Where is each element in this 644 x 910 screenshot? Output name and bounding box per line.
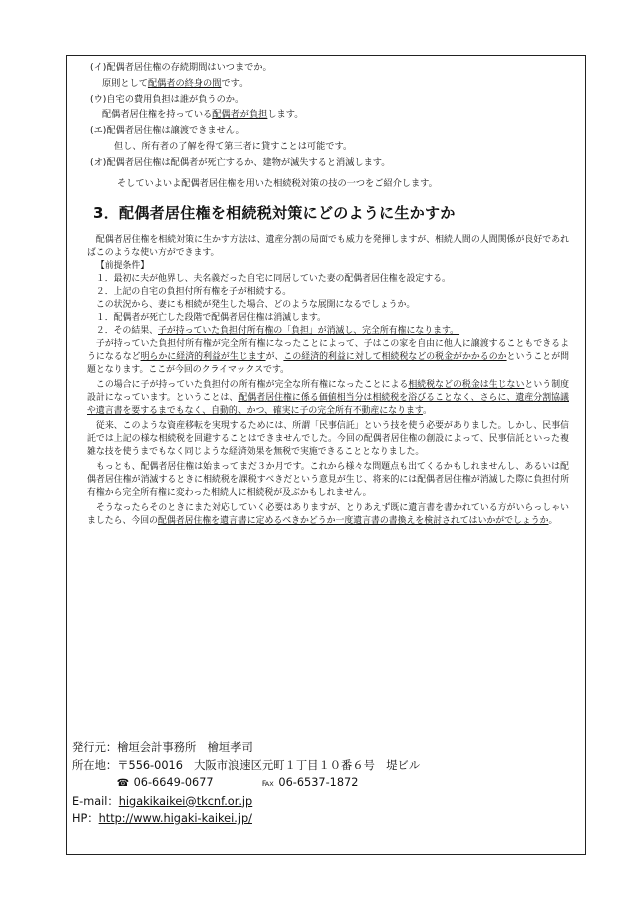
- email-link[interactable]: higakikaikei@tkcnf.or.jp: [118, 794, 253, 808]
- paragraph-text: という制度設計になっています。ということは、: [87, 380, 570, 403]
- qa-question: (オ)配偶者居住権は配偶者が死亡するか、建物が滅失すると消滅します。: [90, 156, 391, 168]
- homepage-link[interactable]: http://www.higaki-kaikei.jp/: [98, 812, 252, 825]
- address-label: 所在地：: [72, 758, 118, 772]
- paragraph-text: この場合に子が持っていた負担付の所有権が完全な所有権になったことによる: [95, 380, 409, 390]
- publisher-name: 檜垣会計事務所 檜垣孝司: [117, 741, 253, 754]
- qa-answer-emphasis: 配偶者の終身の間: [147, 77, 222, 89]
- paragraph-text: など: [122, 352, 141, 362]
- fax-number: 06-6537-1872: [278, 776, 359, 789]
- paragraph-future-issues: もっとも、配偶者居住権は始まってまだ３か月です。これから様々な問題点も出てくるかもしれませんし、あるいは配偶者居住権が消滅するときに相続税を課税すべきだという意見が生じ、将来的には配偶者居住権が消滅した際に負担付所有権から完全所有権に変わった相続人に相続税が及ぶかもしれません。: [87, 462, 569, 498]
- footer-publisher: [72, 739, 420, 757]
- qa-item: [90, 155, 580, 171]
- publisher-label: 発行元：: [72, 741, 118, 754]
- paragraph-economic-benefit: [87, 338, 569, 377]
- paragraph-text: 。: [548, 516, 558, 526]
- paragraph-civil-trust: 従来、このような資産移転を実現するためには、所謂「民事信託」という技を使う必要がありました。しかし、民事信託では上記の様な相続税を回避することはできませんでした。今回の配偶者居住権の創設によって、民事信託といった複雑な技を使うまでもなく同じような経済効果を無税で実施できることとなりました。: [87, 421, 569, 457]
- paragraph-recommendation: [87, 502, 569, 528]
- footer-homepage: [72, 810, 420, 828]
- footer-email: [72, 793, 420, 811]
- qa-answer-emphasis: 配偶者が負担: [212, 109, 268, 121]
- result-item: [87, 325, 569, 338]
- paragraph-emphasis: 明らかに経済的利益が生じます: [140, 352, 266, 362]
- paragraph-text: が、: [265, 352, 284, 362]
- fax-icon: ℻: [261, 778, 274, 789]
- paragraph-emphasis: この経済的利益に対して相続税などの税金がかかるのか: [283, 352, 507, 362]
- premise-item: ２．上記の自宅の負担付所有権を子が相続する。: [95, 287, 292, 297]
- paragraph-emphasis: 相続税などの税金は生じない: [408, 380, 525, 390]
- qa-question: (エ)配偶者居住権は譲渡できません。: [90, 125, 245, 137]
- qa-item: [90, 92, 580, 124]
- result-text: ２．その結果、: [95, 326, 159, 336]
- footer-phones: [72, 774, 420, 793]
- qa-question: (イ)配偶者居住権の存続期間はいつまでか。: [90, 62, 272, 73]
- footer-contact: [72, 739, 420, 828]
- result-emphasis: 子が持っていた負担付所有権の「負担」が消滅し、完全所有権になります。: [158, 326, 460, 336]
- email-label: E-mail：: [72, 794, 119, 808]
- qa-list: [90, 60, 580, 171]
- qa-answer-text: します。: [267, 109, 304, 121]
- section-heading: 3．配偶者居住権を相続税対策にどのように生かすか: [93, 204, 456, 222]
- paragraph-no-tax: [87, 379, 569, 418]
- qa-item: [90, 60, 580, 92]
- premise-title: 【前提条件】: [95, 261, 150, 271]
- qa-answer-text: です。: [221, 77, 249, 89]
- premise-item: １．最初に夫が他界し、夫名義だった自宅に同居していた妻の配偶者居住権を設定する。: [95, 274, 451, 284]
- paragraph-text: そうなったらそのときにまた対応していく必要はありますが、とりあえず既に遺言書を書かれている方がいらっしゃいましたら、今回の: [87, 503, 569, 526]
- address-text: 〒556-0016 大阪市浪速区元町１丁目１０番６号 堤ビル: [117, 758, 421, 772]
- paragraph-emphasis: 配偶者居住権に係る価値相当分は相続税を浴びることなく、さらに、遺産分割協議や遺言書を要するまでもなく、自動的、かつ、確実に子の完全所有不動産になります: [87, 393, 569, 416]
- situation-text: この状況から、妻にも相続が発生した場合、どのような展開になるでしょうか。: [95, 300, 416, 310]
- homepage-label: HP：: [72, 812, 99, 825]
- qa-answer: [90, 76, 580, 92]
- phone-icon: ☎: [116, 778, 130, 789]
- tel-number: 06-6649-0677: [133, 776, 214, 789]
- qa-item: [90, 123, 580, 155]
- qa-answer-text: 配偶者居住権を持っている: [102, 109, 213, 121]
- intro-paragraph: 配偶者居住権を相続対策に生かす方法は、遺産分割の局面でも威力を発揮しますが、相続人間の人間関係が良好であればこのような使い方ができます。: [87, 235, 569, 258]
- qa-answer-text: 原則として: [102, 77, 148, 89]
- qa-answer-text: 但し、所有者の了解を得て第三者に貸すことは可能です。: [114, 140, 353, 152]
- section-body: [87, 234, 569, 528]
- footer-address: [72, 757, 420, 775]
- paragraph-emphasis: 配偶者居住権を遺言書に定めるべきかどうか一度遺言書の書換えを検討されてはいかがでしょうか: [158, 516, 549, 526]
- qa-answer: [90, 139, 580, 155]
- result-item: １．配偶者が死亡した段階で配偶者居住権は消滅します。: [95, 313, 326, 323]
- paragraph-text: 。: [423, 406, 432, 416]
- paragraph-text: 子が持っていた負担付所有権が完全所有権になったことによって、子はこの家を自由に他人に譲渡することもできるようになる: [87, 339, 569, 362]
- lead-sentence: そしていよいよ配偶者居住権を用いた相続税対策の技の一つをご紹介します。: [117, 178, 438, 189]
- qa-question: (ウ)自宅の費用負担は誰が負うのか。: [90, 93, 245, 105]
- qa-answer: [90, 107, 580, 123]
- paragraph-text: ということが問題となります。ここが今回のクライマックスです。: [87, 352, 570, 375]
